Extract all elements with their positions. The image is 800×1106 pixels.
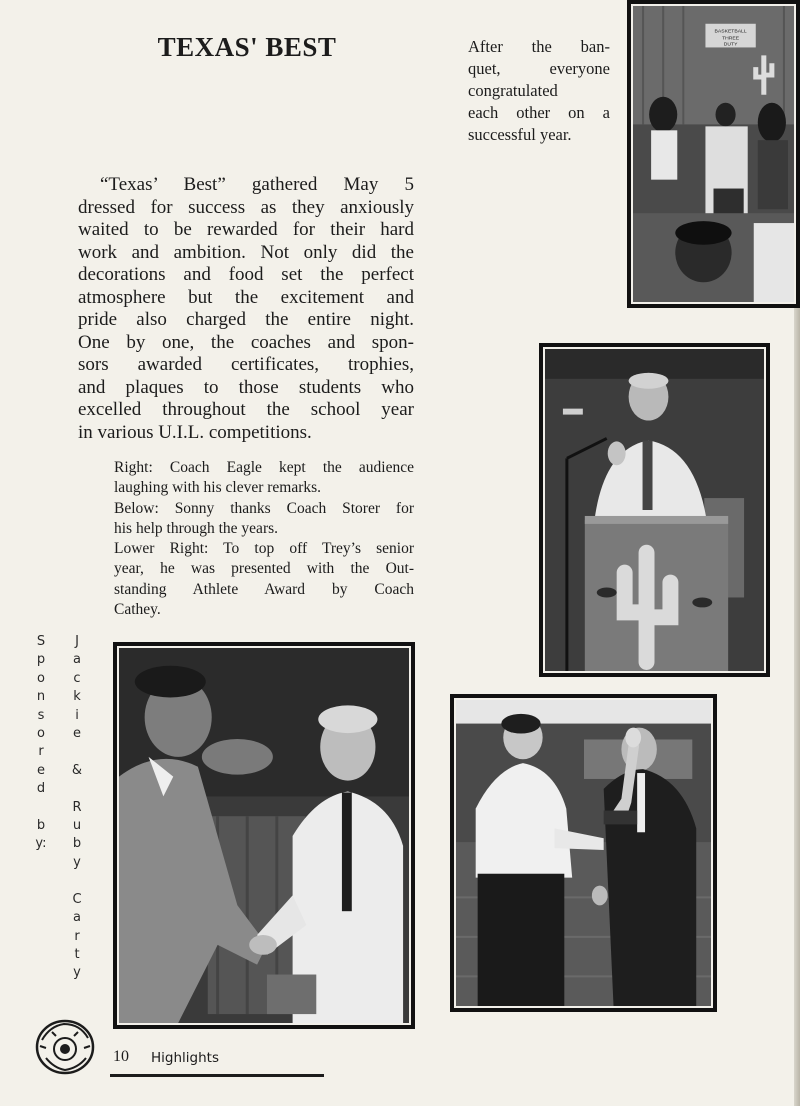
caption-line: his help through the years. — [114, 519, 279, 537]
sponsor-char: p — [36, 652, 46, 668]
caption-line: After the ban- — [468, 37, 610, 56]
sponsor-char: c — [73, 670, 81, 686]
sponsor-char: r — [74, 928, 80, 944]
sponsor-char: b — [36, 818, 46, 834]
caption-line: quet, everyone — [468, 59, 610, 78]
award-trophy-image — [456, 700, 711, 1006]
sponsor-char: i — [75, 707, 79, 723]
sponsor-char: t — [74, 946, 80, 962]
banquet-crowd-photo — [627, 0, 800, 308]
coach-at-podium-photo — [539, 343, 770, 677]
banquet-crowd-image — [633, 6, 794, 302]
sponsor-char: e — [37, 762, 45, 778]
sponsor-char: C — [72, 891, 82, 907]
sponsor-char: R — [72, 799, 82, 815]
caption-line: laughing with his clever remarks. — [114, 479, 322, 497]
story-line: work and ambition. Not only did the — [78, 241, 414, 263]
caption-line: Below: Sonny thanks Coach Storer for — [114, 499, 414, 517]
sponsor-char: y: — [35, 836, 47, 852]
story-line: waited to be rewarded for their hard — [78, 219, 414, 240]
banner-text: DUTY — [723, 41, 738, 48]
story-line: dressed for success as they anxiously — [78, 196, 414, 218]
sponsor-char: o — [37, 726, 45, 742]
sponsor-char: n — [36, 689, 46, 705]
sponsor-char: y — [73, 854, 81, 870]
caption-line: successful year. — [468, 125, 572, 144]
story-line: “Texas’ Best” gathered May 5 — [100, 174, 414, 195]
sponsor-char: k — [73, 689, 81, 705]
sponsor-credit-prefix — [34, 633, 48, 854]
mascot-logo — [34, 1018, 96, 1076]
caption-line: Cathey. — [114, 601, 161, 619]
sponsor-char: b — [72, 836, 82, 852]
sponsor-char: e — [73, 726, 81, 742]
page-title: TEXAS' BEST — [157, 32, 337, 62]
sponsor-char: a — [73, 652, 81, 668]
sponsor-char — [70, 743, 84, 761]
top-photo-caption — [468, 36, 610, 146]
caption-line: standing Athlete Award by Coach — [114, 580, 414, 598]
story-line: pride also charged the entire night. — [78, 309, 414, 330]
sponsor-char: s — [37, 707, 45, 723]
sponsor-char: o — [37, 670, 45, 686]
banner-text: BASKETBALL — [714, 28, 747, 35]
photo-captions — [114, 458, 414, 620]
sponsor-char: r — [38, 744, 44, 760]
caption-line: Right: Coach Eagle kept the audience — [114, 459, 414, 476]
page-number: 10 — [113, 1048, 129, 1065]
sponsor-char: u — [72, 818, 82, 834]
story-line: atmosphere but the excitement and — [78, 286, 414, 308]
sponsor-char: & — [71, 762, 83, 778]
story-line: excelled throughout the school year — [78, 399, 414, 420]
section-label: Highlights — [151, 1050, 219, 1066]
sponsor-char: a — [73, 910, 81, 926]
award-trophy-photo — [450, 694, 717, 1012]
caption-line: year, he was presented with the Out- — [114, 560, 414, 578]
story-line: decorations and food set the perfect — [78, 264, 414, 285]
handshake-photo — [113, 642, 415, 1029]
story-line: sors awarded certificates, trophies, — [78, 354, 414, 375]
sponsor-char: y — [73, 965, 81, 981]
sponsor-char: d — [36, 781, 46, 797]
sponsor-credit-name — [70, 633, 84, 983]
story-line: and plaques to those students who — [78, 376, 414, 398]
banner-text: THREE — [722, 35, 740, 42]
sponsor-char: S — [36, 634, 46, 649]
footer-rule — [110, 1074, 324, 1077]
story-line: One by one, the coaches and spon- — [78, 331, 414, 353]
coach-at-podium-image — [545, 349, 764, 671]
caption-line: Lower Right: To top off Trey’s senior — [114, 540, 414, 558]
sponsor-char — [70, 872, 84, 890]
story-body — [78, 174, 414, 444]
caption-line: congratulated — [468, 81, 558, 100]
sponsor-char — [34, 799, 48, 817]
sponsor-char — [70, 780, 84, 798]
sponsor-char: J — [75, 634, 79, 649]
caption-line: each other on a — [468, 103, 610, 122]
story-line: in various U.I.L. competitions. — [78, 421, 312, 443]
handshake-image — [119, 648, 409, 1023]
